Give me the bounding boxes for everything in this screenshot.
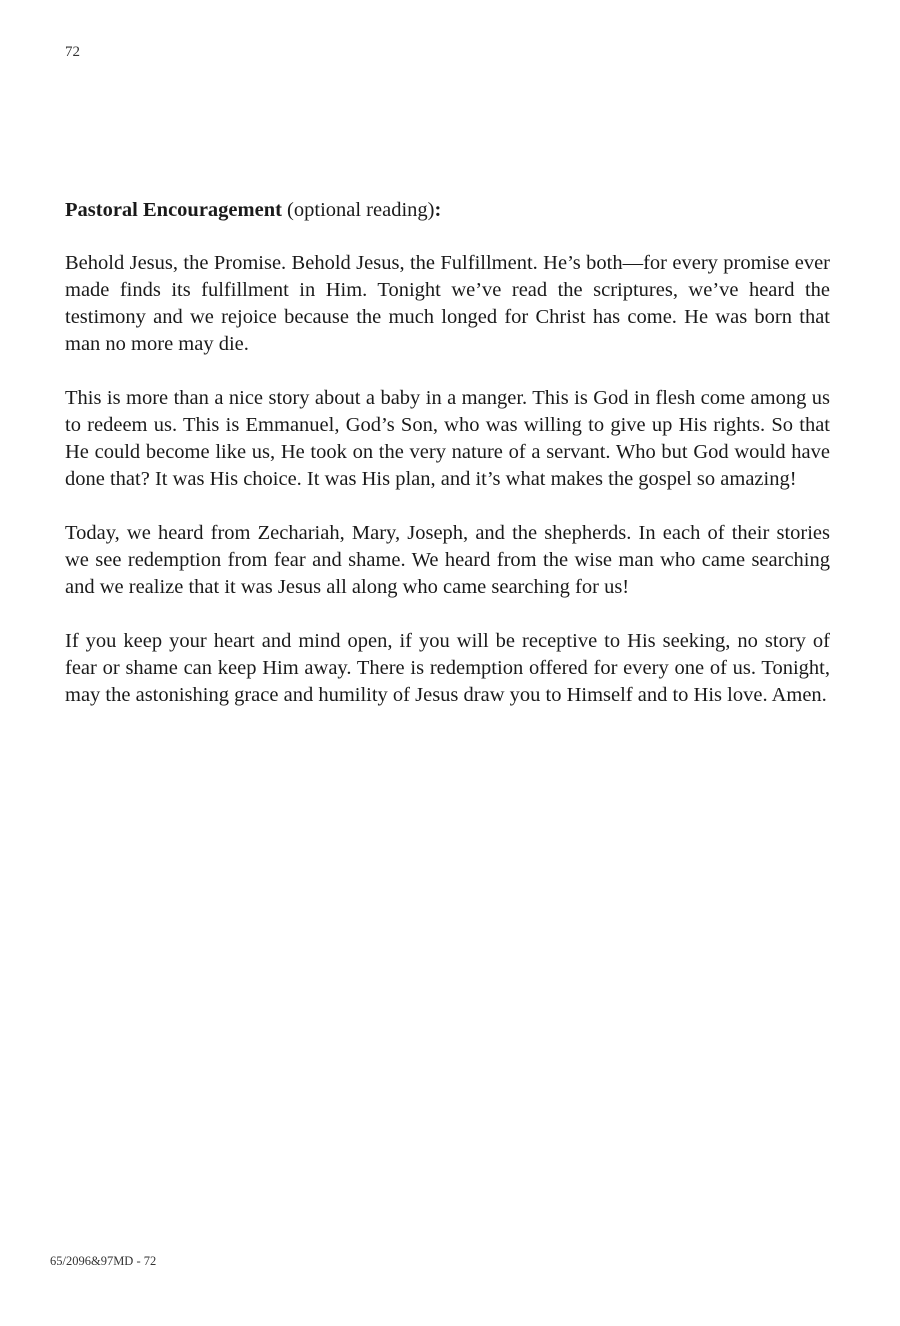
paragraph-2: This is more than a nice story about a baby in a manger. This is God in flesh come among us to redeem us. This is Emmanuel, God’s Son, who was willing to give up His rights. So that He could become like us, He took on the very nature of a servant. Who but God would have done that? It was His choice. It was His plan, and it’s what makes the gospel so amazing! bbox=[65, 387, 830, 490]
main-content bbox=[65, 197, 830, 736]
paragraph-1: Behold Jesus, the Promise. Behold Jesus, the Fulfillment. He’s both—for every promise ever made finds its fulfillment in Him. Tonight we’ve read the scriptures, we’ve heard the testimony and we rejoice because the much longed for Christ has come. He was born that man no more may die. bbox=[65, 252, 830, 355]
footer-document-code: 65/2096&97MD - 72 bbox=[50, 1254, 157, 1268]
section-title: Pastoral Encouragement bbox=[65, 199, 282, 221]
section-heading bbox=[65, 197, 830, 224]
section-title-colon: : bbox=[434, 199, 442, 221]
page-number: 72 bbox=[65, 44, 80, 60]
paragraph-3: Today, we heard from Zechariah, Mary, Joseph, and the shepherds. In each of their stories we see redemption from fear and shame. We heard from the wise man who came searching and we realize that it was Jesus all along who came searching for us! bbox=[65, 522, 830, 598]
section-title-note: (optional reading) bbox=[281, 199, 435, 221]
paragraph-4: If you keep your heart and mind open, if you will be receptive to His seeking, no story of fear or shame can keep Him away. There is redemption offered for every one of us. Tonight, may the astonishing grace and humility of Jesus draw you to Himself and to His love. Amen. bbox=[65, 630, 830, 706]
